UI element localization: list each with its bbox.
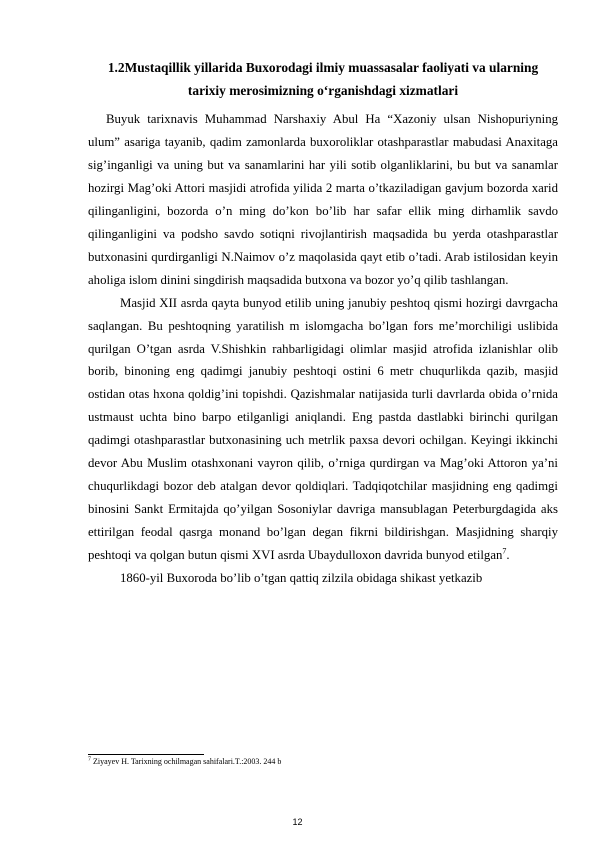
paragraph-2 xyxy=(88,292,558,567)
paragraph-1: Buyuk tarixnavis Muhammad Narshaxiy Abul Ha “Xazoniy ulsan Nishopuriyning ulum” asariga tayanib, qadim zamonlarda buxoroliklar otashparastlar mabudasi Anaxitaga sig’inganligi va uning but va sanamlarini har yili sotib olganliklarini, bu but va sanamlar hozirgi Mag’oki Attori masjidi atrofida yilida 2 marta o’tkaziladigan gavjum bozorda xarid qilinganligini, bozorda o’n ming do’kon bo’lib har safar ellik ming dirhamlik savdo qilinganligini va podsho savdo sotiqni rivojlantirish maqsadida bu yerda otashparastlar butxonasini qurdirganligi N.Naimov o’z maqolasida qayt etib o’tadi. Arab istilosidan keyin aholiga islom dinini singdirish maqsadida butxona va bozor yo’q qilib tashlangan. xyxy=(88,112,558,287)
section-heading-line-2: tarixiy merosimizning o‘rganishdagi xizmatlari xyxy=(187,83,459,98)
section-heading-line-1: 1.2Mustaqillik yillarida Buxorodagi ilmiy muassasalar faoliyati va ularning xyxy=(107,60,539,75)
paragraph-2-end: . xyxy=(506,548,510,563)
footnote-marker: 7 xyxy=(88,756,91,763)
paragraph-2-text: Masjid XII asrda qayta bunyod etilib uning janubiy peshtoq qismi hozirgi davrgacha saqlangan. Bu peshtoqning yaratilish m islomgacha bo’lgan fors me’morchiligi uslibida qurilgan O’tgan asrda V.Shishkin rahbarligidagi olimlar masjid atrofida izlanishlar olib borib, binoning eng qadimgi janubiy peshtoqi ostini 6 metr chuqurlikda qazib, masjid ostidan otas hxona qoldig’ini topishdi. Qazishmalar natijasida turli davrlarda obida o’rnida ustmaust uchta bino barpo etilganligi aniqlandi. Eng pastda dastlabki birinchi qurilgan qadimgi otashparastlar butxonasining uch metrlik paxsa devori ochilgan. Keyingi ikkinchi devor Abu Muslim otashxonani vayron qilib, o’rniga qurdirgan va Mag’oki Attoron ya’ni chuqurlikdagi bozor deb atalgan devor qoldiqlari. Tadqiqotchilar masjidning eng qadimgi binosini Sankt Ermitajda qo’yilgan Sosoniylar davriga mansublagan Peterburgdagida aks ettirilgan feodal qasrga monand bo’lgan degan fikrni bildirishgan. Masjidning sharqiy peshtoqi va qolgan butun qismi XVI asrda Ubaydulloxon davrida bunyod etilgan xyxy=(88,295,558,563)
footnote-text: Ziyayev H. Tarixning ochilmagan sahifalari.T.:2003. 244 b xyxy=(91,757,282,766)
page-number: 12 xyxy=(292,817,303,827)
body-text xyxy=(88,108,558,590)
section-heading xyxy=(88,56,558,102)
footnote-reference: 7 xyxy=(502,546,507,556)
paragraph-3: 1860-yil Buxoroda bo’lib o’tgan qattiq zilzila obidaga shikast yetkazib xyxy=(120,571,483,586)
footnote xyxy=(88,757,281,767)
footnote-separator xyxy=(88,754,204,755)
